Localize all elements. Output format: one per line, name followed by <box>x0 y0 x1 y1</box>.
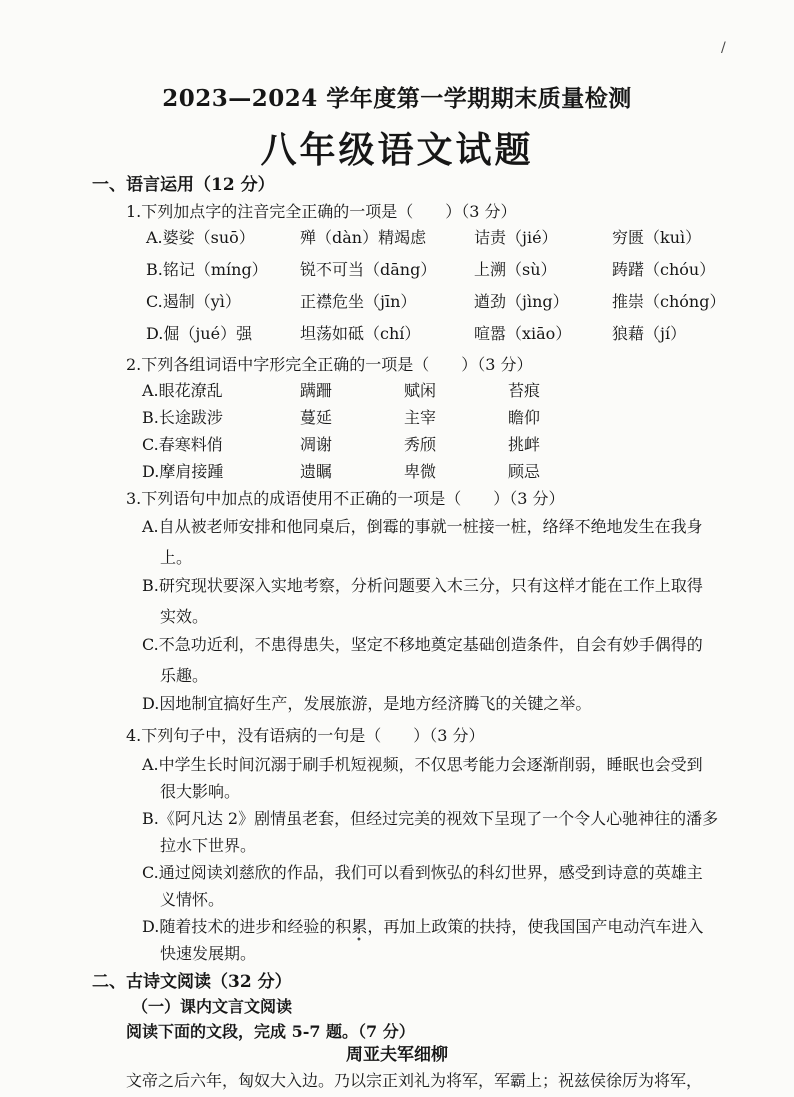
q3-option-b-cont: 实效。 <box>160 607 209 626</box>
q1-b-3: 上溯（sù） <box>474 260 557 279</box>
section2-instruction: 阅读下面的文段，完成 5-7 题。（7 分） <box>126 1022 415 1041</box>
q2-d-1: D.摩肩接踵 <box>142 462 224 481</box>
q1-a-4: 穷匮（kuì） <box>612 228 702 247</box>
q1-c-3: 遒劲（jìng） <box>474 292 569 311</box>
q1-row-a <box>146 225 752 248</box>
q3-option-c: C.不急功近利，不患得患失，坚定不移地奠定基础创造条件，自会有妙手偶得的 <box>142 635 703 654</box>
q3-option-a-cont: 上。 <box>160 548 193 567</box>
q1-a-3: 诘责（jié） <box>474 228 558 247</box>
q1-row-b <box>146 257 752 280</box>
q2-c-3: 秀颀 <box>404 435 437 454</box>
q1-d-1: D.倔（jué）强 <box>146 324 253 343</box>
q3-stem: 3.下列语句中加点的成语使用不正确的一项是（ ）（3 分） <box>126 489 565 508</box>
q4-option-c: C.通过阅读刘慈欣的作品，我们可以看到恢弘的科幻世界，感受到诗意的英雄主 <box>142 863 703 882</box>
q3-option-c-cont: 乐趣。 <box>160 666 209 685</box>
exam-title: 八年级语文试题 <box>260 129 534 171</box>
q2-a-3: 赋闲 <box>404 381 437 400</box>
q2-b-2: 蔓延 <box>300 408 333 427</box>
q3-option-b: B.研究现状要深入实地考察，分析问题要入木三分，只有这样才能在工作上取得 <box>142 576 703 595</box>
q2-a-2: 蹒跚 <box>300 381 333 400</box>
q2-stem: 2.下列各组词语中字形完全正确的一项是（ ）（3 分） <box>126 355 533 374</box>
q1-c-4: 推崇（chóng） <box>612 292 726 311</box>
exam-subtitle: 2023—2024 学年度第一学期期末质量检测 <box>162 85 632 112</box>
q3-option-a: A.自从被老师安排和他同桌后，倒霉的事就一桩接一桩，络绎不绝地发生在我身 <box>142 517 703 536</box>
q1-d-4: 狼藉（jí） <box>612 324 687 343</box>
section1-heading: 一、语言运用（12 分） <box>92 175 275 195</box>
q4-option-c-cont: 义情怀。 <box>160 890 225 909</box>
q2-d-2: 遗瞩 <box>300 462 333 481</box>
q3-option-d: D.因地制宜搞好生产，发展旅游，是地方经济腾飞的关键之举。 <box>142 694 592 713</box>
q2-row-d <box>142 459 588 482</box>
q2-row-c <box>142 432 588 455</box>
q4-option-b: B.《阿凡达 2》剧情虽老套，但经过完美的视效下呈现了一个令人心驰神往的潘多 <box>142 809 719 828</box>
q2-row-a <box>142 378 588 401</box>
passage-title: 周亚夫军细柳 <box>346 1045 448 1065</box>
q1-row-d <box>146 321 752 344</box>
q2-a-1: A.眼花潦乱 <box>142 381 223 400</box>
q1-b-1: B.铭记（míng） <box>146 260 268 279</box>
scan-mark: / <box>721 40 726 56</box>
q2-d-3: 卑微 <box>404 462 437 481</box>
q4-option-a: A.中学生长时间沉溺于刷手机短视频，不仅思考能力会逐渐削弱，睡眠也会受到 <box>142 755 703 774</box>
q4-stem: 4.下列句子中，没有语病的一句是（ ）（3 分） <box>126 726 485 745</box>
q2-d-4: 顾忌 <box>508 462 541 481</box>
section2-subheading: （一）课内文言文阅读 <box>132 997 293 1016</box>
q4-option-d: D.随着技术的进步和经验的积累，再加上政策的扶持，使我国国产电动汽车进入 <box>142 917 704 936</box>
q1-a-2: 殚（dàn）精竭虑 <box>300 228 427 247</box>
q1-stem: 1.下列加点字的注音完全正确的一项是（ ）（3 分） <box>126 202 517 221</box>
q4-option-b-cont: 拉水下世界。 <box>160 836 257 855</box>
q2-b-3: 主宰 <box>404 408 437 427</box>
scan-dot: • <box>356 935 362 946</box>
q1-b-2: 锐不可当（dāng） <box>300 260 437 279</box>
q2-a-4: 苔痕 <box>508 381 541 400</box>
q2-b-4: 瞻仰 <box>508 408 541 427</box>
q1-c-2: 正襟危坐（jīn） <box>300 292 417 311</box>
q2-c-4: 挑衅 <box>508 435 541 454</box>
q2-c-2: 凋谢 <box>300 435 333 454</box>
q1-row-c <box>146 289 752 312</box>
q1-d-2: 坦荡如砥（chí） <box>300 324 421 343</box>
q4-option-d-cont: 快速发展期。 <box>160 944 257 963</box>
q2-b-1: B.长途跋涉 <box>142 408 223 427</box>
q1-d-3: 喧嚣（xiāo） <box>474 324 572 343</box>
q1-c-1: C.遏制（yì） <box>146 292 241 311</box>
q2-row-b <box>142 405 588 428</box>
passage-line: 文帝之后六年，匈奴大入边。乃以宗正刘礼为将军，军霸上；祝兹侯徐厉为将军， <box>126 1071 703 1090</box>
q2-c-1: C.春寒料俏 <box>142 435 223 454</box>
section2-heading: 二、古诗文阅读（32 分） <box>92 972 292 992</box>
q1-b-4: 踌躇（chóu） <box>612 260 716 279</box>
q1-a-1: A.婆娑（suō） <box>146 228 255 247</box>
q4-option-a-cont: 很大影响。 <box>160 782 241 801</box>
